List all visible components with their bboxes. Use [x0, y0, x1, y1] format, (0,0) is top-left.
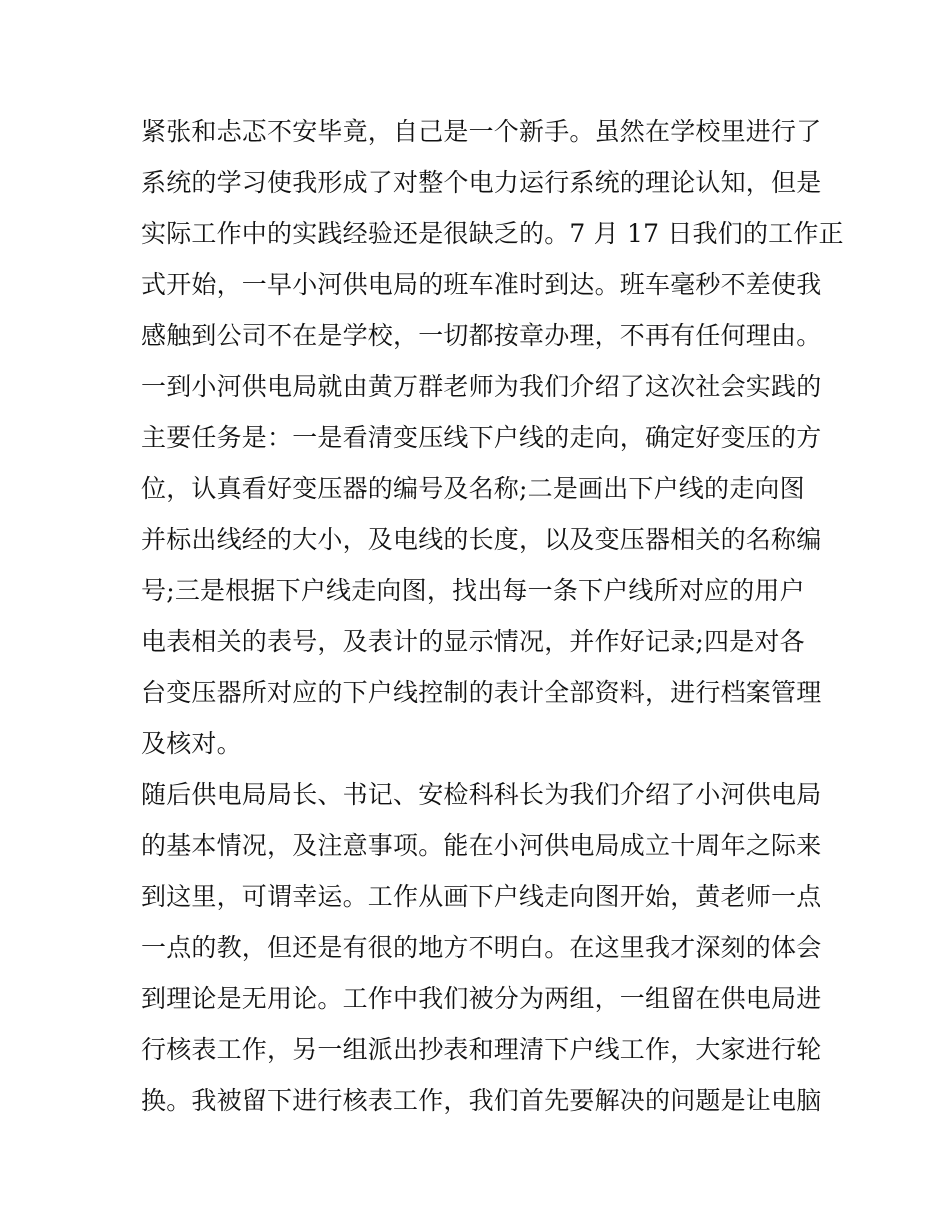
text-line: 随后供电局局长、书记、安检科科长为我们介绍了小河供电局 [141, 780, 822, 809]
text-line: 实际工作中的实践经验还是很缺乏的。7 月 17 日我们的工作正 [141, 219, 844, 248]
text-line: 感触到公司不在是学校，一切都按章办理，不再有任何理由。 [141, 321, 822, 350]
text-line: 系统的学习使我形成了对整个电力运行系统的理论认知，但是 [141, 168, 822, 197]
text-line: 及核对。 [141, 729, 242, 758]
body-text [141, 106, 844, 1126]
text-line: 的基本情况，及注意事项。能在小河供电局成立十周年之际来 [141, 831, 822, 860]
text-line: 式开始，一早小河供电局的班车准时到达。班车毫秒不差使我 [141, 270, 822, 299]
text-line: 号;三是根据下户线走向图，找出每一条下户线所对应的用户 [141, 576, 805, 605]
text-line: 位，认真看好变压器的编号及名称;二是画出下户线的走向图 [141, 474, 805, 503]
text-line: 并标出线经的大小，及电线的长度，以及变压器相关的名称编 [141, 525, 822, 554]
text-line: 到这里，可谓幸运。工作从画下户线走向图开始，黄老师一点 [141, 882, 822, 911]
text-line: 台变压器所对应的下户线控制的表计全部资料，进行档案管理 [141, 678, 822, 707]
text-line: 一点的教，但还是有很的地方不明白。在这里我才深刻的体会 [141, 933, 822, 962]
text-line: 电表相关的表号，及表计的显示情况，并作好记录;四是对各 [141, 627, 805, 656]
text-line: 一到小河供电局就由黄万群老师为我们介绍了这次社会实践的 [141, 372, 822, 401]
text-line: 行核表工作，另一组派出抄表和理清下户线工作，大家进行轮 [141, 1035, 822, 1064]
text-line: 主要任务是：一是看清变压线下户线的走向，确定好变压的方 [141, 423, 822, 452]
text-line: 换。我被留下进行核表工作，我们首先要解决的问题是让电脑 [141, 1086, 822, 1115]
text-line: 紧张和忐忑不安毕竟，自己是一个新手。虽然在学校里进行了 [141, 117, 822, 146]
text-line: 到理论是无用论。工作中我们被分为两组，一组留在供电局进 [141, 984, 822, 1013]
